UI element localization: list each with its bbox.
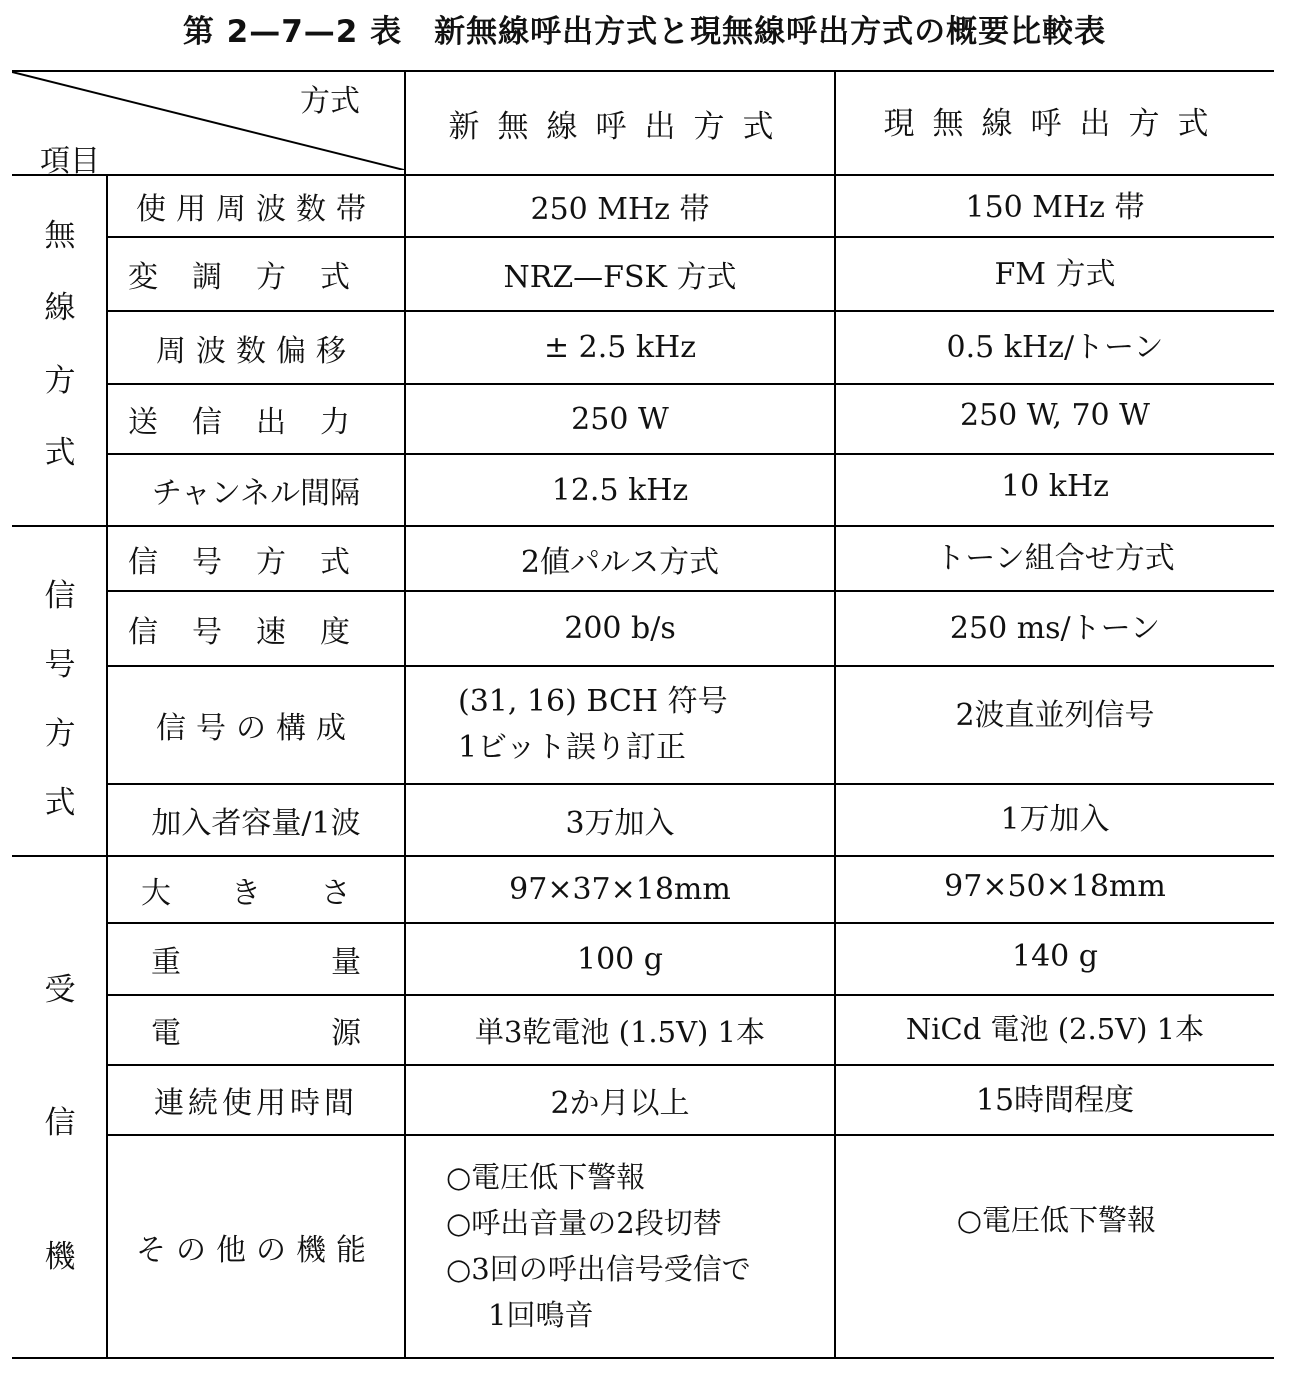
- item-usage-time: 連続使用時間: [154, 1086, 358, 1121]
- item-freq-band: 使用周波数帯: [136, 192, 376, 227]
- item-tx-power: 送信出力: [128, 405, 384, 440]
- group-label-radio: 無 線 方 式: [44, 217, 76, 472]
- item-channel-spacing: チャンネル間隔: [151, 476, 361, 511]
- new-deviation: ± 2.5 kHz: [543, 330, 697, 365]
- new-channel-spacing: 12.5 kHz: [551, 472, 689, 508]
- rule-bottom: [12, 1357, 1274, 1359]
- new-power: 単3乾電池 (1.5V) 1本: [474, 1014, 766, 1049]
- old-weight: 140 g: [1011, 938, 1098, 974]
- new-functions: [446, 1146, 834, 1346]
- new-weight: 100 g: [576, 941, 663, 977]
- item-capacity: 加入者容量/1波: [151, 806, 361, 841]
- old-modulation: FM 方式: [994, 257, 1116, 292]
- new-freq-band: 250 MHz 帯: [530, 192, 710, 227]
- old-capacity: 1万加入: [1000, 802, 1110, 837]
- new-signal-structure: [458, 667, 834, 783]
- old-power: NiCd 電池 (2.5V) 1本: [905, 1011, 1205, 1046]
- corner-item-label: 項目: [40, 144, 100, 179]
- item-power: 電源: [151, 1016, 511, 1051]
- column-header-new: 新無線呼出方式: [448, 108, 792, 145]
- new-modulation: NRZ—FSK 方式: [503, 260, 737, 295]
- item-deviation: 周波数偏移: [156, 333, 356, 369]
- item-functions: その他の機能: [136, 1232, 376, 1268]
- old-size: 97×50×18mm: [944, 868, 1166, 904]
- item-modulation: 変調方式: [128, 260, 384, 295]
- group-label-signal: 信 号 方 式: [44, 578, 76, 821]
- column-header-old: 現無線呼出方式: [883, 105, 1227, 142]
- old-tx-power: 250 W, 70 W: [959, 397, 1150, 433]
- new-usage-time: 2か月以上: [550, 1086, 690, 1121]
- table-title: 第 2—7—2 表 新無線呼出方式と現無線呼出方式の概要比較表: [182, 14, 1107, 50]
- new-signal-structure-line1: (31, 16) BCH 符号: [458, 684, 728, 719]
- new-size: 97×37×18mm: [509, 872, 731, 907]
- old-deviation: 0.5 kHz/トーン: [946, 330, 1164, 365]
- item-size: 大きさ: [141, 875, 411, 911]
- new-functions-line3: ○3回の呼出信号受信で: [446, 1252, 751, 1286]
- item-signal-speed: 信号速度: [128, 614, 384, 650]
- new-signal-speed: 200 b/s: [564, 611, 676, 646]
- new-functions-line2: ○呼出音量の2段切替: [446, 1206, 722, 1240]
- item-signal-structure: 信号の構成: [156, 711, 356, 746]
- old-functions: ○電圧低下警報: [956, 1202, 1156, 1237]
- new-signal-method: 2値パルス方式: [520, 544, 720, 580]
- old-signal-method: トーン組合せ方式: [935, 541, 1175, 576]
- new-signal-structure-line2: 1ビット誤り訂正: [458, 730, 686, 765]
- item-weight: 重量: [151, 945, 511, 980]
- new-functions-line4: 1回鳴音: [488, 1298, 594, 1332]
- item-signal-method: 信号方式: [128, 544, 384, 580]
- old-channel-spacing: 10 kHz: [1001, 468, 1109, 504]
- old-usage-time: 15時間程度: [975, 1083, 1135, 1118]
- corner-method-label: 方式: [300, 84, 360, 119]
- new-functions-line1: ○電圧低下警報: [446, 1160, 646, 1194]
- old-signal-structure: 2波直並列信号: [955, 698, 1155, 733]
- old-freq-band: 150 MHz 帯: [965, 190, 1145, 225]
- new-tx-power: 250 W: [571, 401, 669, 437]
- group-label-receiver: 受 信 機: [44, 972, 76, 1275]
- old-signal-speed: 250 ms/トーン: [949, 611, 1161, 646]
- new-capacity: 3万加入: [565, 806, 675, 841]
